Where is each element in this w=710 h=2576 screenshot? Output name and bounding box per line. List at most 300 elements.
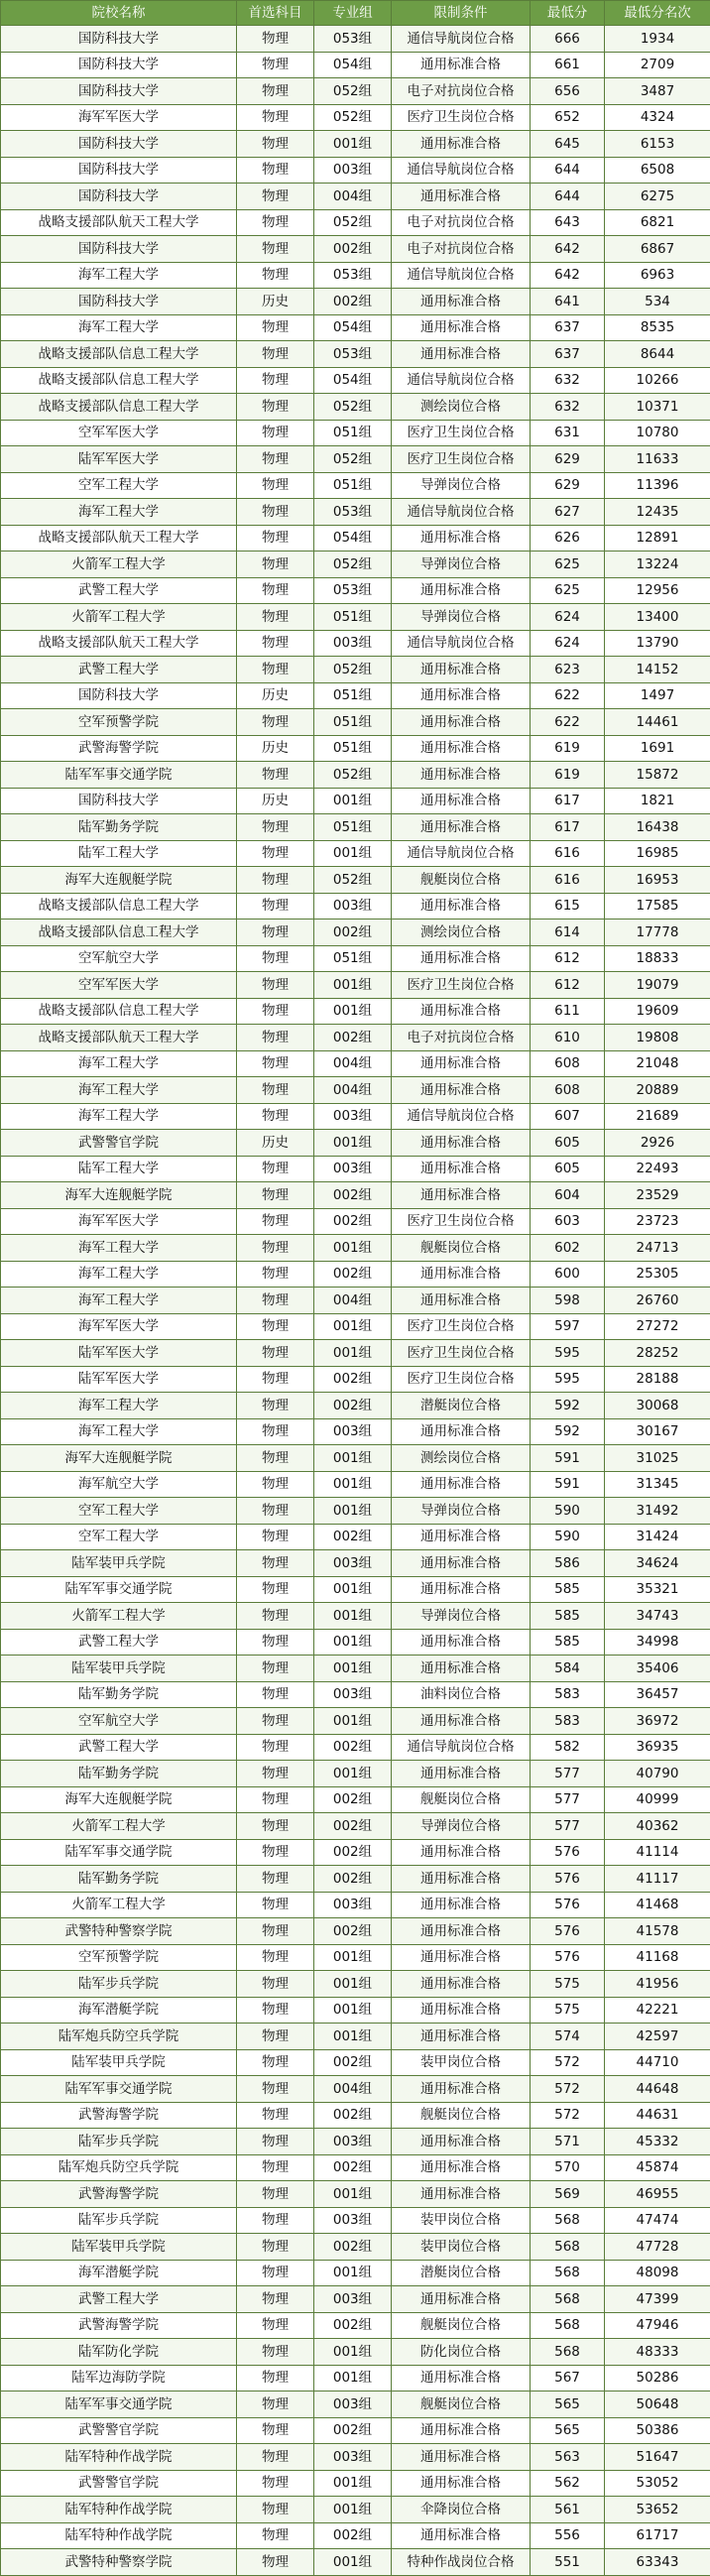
major-group-cell: 001组 xyxy=(314,1340,392,1367)
major-group-cell: 003组 xyxy=(314,2286,392,2313)
major-group-cell: 051组 xyxy=(314,735,392,762)
table-row xyxy=(1,998,710,1025)
min-score-cell: 583 xyxy=(531,1708,605,1735)
school-name-cell: 武警海警学院 xyxy=(1,2312,237,2339)
major-group-cell: 052组 xyxy=(314,209,392,236)
min-score-cell: 568 xyxy=(531,2207,605,2234)
table-row xyxy=(1,788,710,814)
subject-cell: 物理 xyxy=(237,1208,314,1235)
school-name-cell: 战略支援部队信息工程大学 xyxy=(1,998,237,1025)
restriction-cell: 导弹岗位合格 xyxy=(392,552,531,578)
subject-cell: 物理 xyxy=(237,604,314,631)
min-score-cell: 562 xyxy=(531,2470,605,2497)
major-group-cell: 001组 xyxy=(314,1629,392,1656)
subject-cell: 物理 xyxy=(237,1235,314,1262)
subject-cell: 物理 xyxy=(237,1997,314,2024)
table-row xyxy=(1,2339,710,2366)
restriction-cell: 装甲岗位合格 xyxy=(392,2234,531,2261)
major-group-cell: 052组 xyxy=(314,762,392,789)
min-score-cell: 597 xyxy=(531,1313,605,1340)
min-rank-cell: 41168 xyxy=(605,1944,710,1971)
min-rank-cell: 47474 xyxy=(605,2207,710,2234)
min-rank-cell: 48098 xyxy=(605,2260,710,2286)
min-score-cell: 576 xyxy=(531,1918,605,1945)
school-name-cell: 陆军装甲兵学院 xyxy=(1,1656,237,1682)
school-name-cell: 陆军炮兵防空兵学院 xyxy=(1,2154,237,2181)
min-rank-cell: 13400 xyxy=(605,604,710,631)
major-group-cell: 001组 xyxy=(314,1576,392,1603)
school-name-cell: 空军军医大学 xyxy=(1,972,237,999)
min-rank-cell: 8644 xyxy=(605,341,710,368)
restriction-cell: 通用标准合格 xyxy=(392,2470,531,2497)
min-score-cell: 592 xyxy=(531,1393,605,1419)
min-rank-cell: 50648 xyxy=(605,2392,710,2418)
restriction-cell: 通用标准合格 xyxy=(392,525,531,552)
major-group-cell: 002组 xyxy=(314,1393,392,1419)
school-name-cell: 陆军炮兵防空兵学院 xyxy=(1,2024,237,2050)
subject-cell: 物理 xyxy=(237,1393,314,1419)
min-rank-cell: 17778 xyxy=(605,920,710,946)
table-row xyxy=(1,2154,710,2181)
major-group-cell: 001组 xyxy=(314,1498,392,1525)
subject-cell: 物理 xyxy=(237,525,314,552)
major-group-cell: 003组 xyxy=(314,1550,392,1577)
min-score-cell: 642 xyxy=(531,236,605,263)
min-score-cell: 629 xyxy=(531,446,605,473)
restriction-cell: 医疗卫生岗位合格 xyxy=(392,1313,531,1340)
subject-cell: 物理 xyxy=(237,2129,314,2155)
table-row xyxy=(1,1918,710,1945)
min-score-cell: 608 xyxy=(531,1050,605,1077)
subject-cell: 物理 xyxy=(237,2181,314,2208)
subject-cell: 物理 xyxy=(237,420,314,446)
min-rank-cell: 61717 xyxy=(605,2522,710,2549)
min-score-cell: 568 xyxy=(531,2234,605,2261)
subject-cell: 物理 xyxy=(237,52,314,78)
min-rank-cell: 10266 xyxy=(605,367,710,394)
restriction-cell: 特种作战岗位合格 xyxy=(392,2549,531,2576)
restriction-cell: 通用标准合格 xyxy=(392,945,531,972)
min-score-cell: 576 xyxy=(531,1839,605,1866)
school-name-cell: 国防科技大学 xyxy=(1,131,237,158)
subject-cell: 物理 xyxy=(237,972,314,999)
school-name-cell: 海军军医大学 xyxy=(1,104,237,131)
subject-cell: 物理 xyxy=(237,2339,314,2366)
min-rank-cell: 19808 xyxy=(605,1025,710,1051)
min-rank-cell: 16438 xyxy=(605,814,710,841)
table-row xyxy=(1,2049,710,2076)
subject-cell: 物理 xyxy=(237,762,314,789)
restriction-cell: 导弹岗位合格 xyxy=(392,604,531,631)
table-row xyxy=(1,394,710,421)
restriction-cell: 通用标准合格 xyxy=(392,1866,531,1893)
major-group-cell: 001组 xyxy=(314,2181,392,2208)
major-group-cell: 052组 xyxy=(314,867,392,894)
restriction-cell: 通用标准合格 xyxy=(392,814,531,841)
min-score-cell: 603 xyxy=(531,1208,605,1235)
min-rank-cell: 6153 xyxy=(605,131,710,158)
restriction-cell: 通用标准合格 xyxy=(392,2444,531,2471)
table-row xyxy=(1,2470,710,2497)
table-row xyxy=(1,525,710,552)
school-name-cell: 空军工程大学 xyxy=(1,472,237,499)
major-group-cell: 001组 xyxy=(314,1313,392,1340)
restriction-cell: 通用标准合格 xyxy=(392,2076,531,2103)
table-row xyxy=(1,341,710,368)
restriction-cell: 油料岗位合格 xyxy=(392,1681,531,1708)
min-rank-cell: 40999 xyxy=(605,1786,710,1813)
min-score-cell: 572 xyxy=(531,2102,605,2129)
table-row xyxy=(1,2286,710,2313)
subject-cell: 物理 xyxy=(237,1050,314,1077)
school-name-cell: 空军航空大学 xyxy=(1,1708,237,1735)
major-group-cell: 054组 xyxy=(314,314,392,341)
subject-cell: 物理 xyxy=(237,1313,314,1340)
subject-cell: 历史 xyxy=(237,788,314,814)
restriction-cell: 通信导航岗位合格 xyxy=(392,630,531,657)
restriction-cell: 通用标准合格 xyxy=(392,1944,531,1971)
subject-cell: 物理 xyxy=(237,1471,314,1498)
min-rank-cell: 24713 xyxy=(605,1235,710,1262)
school-name-cell: 陆军工程大学 xyxy=(1,1156,237,1182)
table-row xyxy=(1,78,710,105)
school-name-cell: 武警工程大学 xyxy=(1,1734,237,1761)
school-name-cell: 海军军医大学 xyxy=(1,1208,237,1235)
table-row xyxy=(1,1077,710,1104)
school-name-cell: 海军工程大学 xyxy=(1,1393,237,1419)
major-group-cell: 002组 xyxy=(314,1524,392,1550)
table-row xyxy=(1,236,710,263)
min-rank-cell: 6508 xyxy=(605,157,710,184)
major-group-cell: 003组 xyxy=(314,2129,392,2155)
min-rank-cell: 11396 xyxy=(605,472,710,499)
table-row xyxy=(1,2181,710,2208)
min-rank-cell: 47728 xyxy=(605,2234,710,2261)
major-group-cell: 003组 xyxy=(314,1892,392,1918)
table-row xyxy=(1,1313,710,1340)
subject-cell: 物理 xyxy=(237,1708,314,1735)
min-score-cell: 572 xyxy=(531,2049,605,2076)
school-name-cell: 海军工程大学 xyxy=(1,262,237,289)
school-name-cell: 火箭军工程大学 xyxy=(1,1813,237,1840)
table-row xyxy=(1,2444,710,2471)
subject-cell: 物理 xyxy=(237,184,314,210)
major-group-cell: 002组 xyxy=(314,2522,392,2549)
subject-cell: 物理 xyxy=(237,1786,314,1813)
major-group-cell: 003组 xyxy=(314,157,392,184)
table-row xyxy=(1,1892,710,1918)
subject-cell: 物理 xyxy=(237,945,314,972)
major-group-cell: 004组 xyxy=(314,1050,392,1077)
school-name-cell: 陆军工程大学 xyxy=(1,840,237,867)
restriction-cell: 通用标准合格 xyxy=(392,1524,531,1550)
school-name-cell: 海军工程大学 xyxy=(1,1050,237,1077)
table-row xyxy=(1,420,710,446)
restriction-cell: 通用标准合格 xyxy=(392,2365,531,2392)
table-row xyxy=(1,314,710,341)
min-score-cell: 584 xyxy=(531,1656,605,1682)
restriction-cell: 通用标准合格 xyxy=(392,1077,531,1104)
table-row xyxy=(1,2024,710,2050)
min-rank-cell: 42221 xyxy=(605,1997,710,2024)
school-name-cell: 海军工程大学 xyxy=(1,1261,237,1288)
restriction-cell: 通用标准合格 xyxy=(392,1839,531,1866)
restriction-cell: 通用标准合格 xyxy=(392,289,531,315)
min-rank-cell: 25305 xyxy=(605,1261,710,1288)
min-rank-cell: 45332 xyxy=(605,2129,710,2155)
min-score-cell: 615 xyxy=(531,893,605,920)
major-group-cell: 051组 xyxy=(314,472,392,499)
major-group-cell: 052组 xyxy=(314,78,392,105)
school-name-cell: 武警工程大学 xyxy=(1,577,237,604)
restriction-cell: 通用标准合格 xyxy=(392,657,531,683)
restriction-cell: 通用标准合格 xyxy=(392,577,531,604)
subject-cell: 物理 xyxy=(237,2497,314,2523)
min-rank-cell: 50286 xyxy=(605,2365,710,2392)
school-name-cell: 陆军勤务学院 xyxy=(1,814,237,841)
restriction-cell: 通用标准合格 xyxy=(392,1471,531,1498)
subject-cell: 物理 xyxy=(237,131,314,158)
min-rank-cell: 35406 xyxy=(605,1656,710,1682)
table-row xyxy=(1,893,710,920)
school-name-cell: 火箭军工程大学 xyxy=(1,552,237,578)
major-group-cell: 002组 xyxy=(314,1786,392,1813)
table-row xyxy=(1,972,710,999)
major-group-cell: 053组 xyxy=(314,577,392,604)
table-row xyxy=(1,26,710,53)
table-row xyxy=(1,1944,710,1971)
major-group-cell: 051组 xyxy=(314,682,392,709)
school-name-cell: 国防科技大学 xyxy=(1,26,237,53)
min-rank-cell: 34998 xyxy=(605,1629,710,1656)
table-row xyxy=(1,104,710,131)
major-group-cell: 001组 xyxy=(314,1445,392,1472)
school-name-cell: 国防科技大学 xyxy=(1,157,237,184)
school-name-cell: 武警警官学院 xyxy=(1,2470,237,2497)
table-row xyxy=(1,552,710,578)
min-score-cell: 624 xyxy=(531,604,605,631)
restriction-cell: 通用标准合格 xyxy=(392,184,531,210)
major-group-cell: 001组 xyxy=(314,1971,392,1998)
subject-cell: 物理 xyxy=(237,104,314,131)
school-name-cell: 国防科技大学 xyxy=(1,52,237,78)
min-score-cell: 570 xyxy=(531,2154,605,2181)
restriction-cell: 通用标准合格 xyxy=(392,1182,531,1209)
subject-cell: 物理 xyxy=(237,657,314,683)
min-rank-cell: 6963 xyxy=(605,262,710,289)
min-score-cell: 666 xyxy=(531,26,605,53)
min-rank-cell: 35321 xyxy=(605,1576,710,1603)
school-name-cell: 战略支援部队航天工程大学 xyxy=(1,209,237,236)
school-name-cell: 武警工程大学 xyxy=(1,2286,237,2313)
subject-cell: 物理 xyxy=(237,1813,314,1840)
min-rank-cell: 22493 xyxy=(605,1156,710,1182)
subject-cell: 物理 xyxy=(237,472,314,499)
restriction-cell: 通信导航岗位合格 xyxy=(392,157,531,184)
restriction-cell: 导弹岗位合格 xyxy=(392,1813,531,1840)
major-group-cell: 002组 xyxy=(314,2417,392,2444)
school-name-cell: 武警特种警察学院 xyxy=(1,1918,237,1945)
subject-cell: 物理 xyxy=(237,1366,314,1393)
min-rank-cell: 23723 xyxy=(605,1208,710,1235)
school-name-cell: 国防科技大学 xyxy=(1,682,237,709)
restriction-cell: 舰艇岗位合格 xyxy=(392,2102,531,2129)
table-row xyxy=(1,1708,710,1735)
school-name-cell: 陆军军事交通学院 xyxy=(1,1839,237,1866)
major-group-cell: 053组 xyxy=(314,499,392,526)
restriction-cell: 通用标准合格 xyxy=(392,1971,531,1998)
min-rank-cell: 41468 xyxy=(605,1892,710,1918)
min-rank-cell: 14461 xyxy=(605,709,710,736)
table-row xyxy=(1,184,710,210)
min-score-cell: 656 xyxy=(531,78,605,105)
table-row xyxy=(1,682,710,709)
restriction-cell: 通用标准合格 xyxy=(392,1576,531,1603)
school-name-cell: 陆军装甲兵学院 xyxy=(1,1550,237,1577)
table-row xyxy=(1,1103,710,1130)
min-score-cell: 612 xyxy=(531,972,605,999)
subject-cell: 物理 xyxy=(237,998,314,1025)
school-name-cell: 国防科技大学 xyxy=(1,184,237,210)
major-group-cell: 001组 xyxy=(314,788,392,814)
min-score-cell: 563 xyxy=(531,2444,605,2471)
table-row xyxy=(1,1997,710,2024)
major-group-cell: 001组 xyxy=(314,2339,392,2366)
table-row xyxy=(1,1813,710,1840)
table-row xyxy=(1,1418,710,1445)
school-name-cell: 空军工程大学 xyxy=(1,1524,237,1550)
table-row xyxy=(1,1471,710,1498)
min-score-cell: 568 xyxy=(531,2339,605,2366)
table-row xyxy=(1,814,710,841)
school-name-cell: 武警特种警察学院 xyxy=(1,2549,237,2576)
min-rank-cell: 30068 xyxy=(605,1393,710,1419)
major-group-cell: 053组 xyxy=(314,341,392,368)
school-name-cell: 陆军军医大学 xyxy=(1,446,237,473)
restriction-cell: 舰艇岗位合格 xyxy=(392,867,531,894)
subject-cell: 物理 xyxy=(237,2312,314,2339)
min-score-cell: 644 xyxy=(531,184,605,210)
subject-cell: 物理 xyxy=(237,2234,314,2261)
min-score-cell: 624 xyxy=(531,630,605,657)
subject-cell: 物理 xyxy=(237,1156,314,1182)
subject-cell: 物理 xyxy=(237,2154,314,2181)
min-score-cell: 605 xyxy=(531,1130,605,1157)
restriction-cell: 通用标准合格 xyxy=(392,2181,531,2208)
table-body xyxy=(1,26,710,2576)
min-rank-cell: 20889 xyxy=(605,1077,710,1104)
table-row xyxy=(1,446,710,473)
subject-cell: 历史 xyxy=(237,735,314,762)
table-row xyxy=(1,2392,710,2418)
min-score-cell: 561 xyxy=(531,2497,605,2523)
table-row xyxy=(1,2549,710,2576)
min-score-cell: 595 xyxy=(531,1366,605,1393)
major-group-cell: 004组 xyxy=(314,1288,392,1314)
restriction-cell: 通用标准合格 xyxy=(392,788,531,814)
school-name-cell: 火箭军工程大学 xyxy=(1,604,237,631)
table-row xyxy=(1,1025,710,1051)
school-name-cell: 陆军勤务学院 xyxy=(1,1866,237,1893)
major-group-cell: 001组 xyxy=(314,1130,392,1157)
min-score-cell: 610 xyxy=(531,1025,605,1051)
major-group-cell: 052组 xyxy=(314,394,392,421)
school-name-cell: 陆军步兵学院 xyxy=(1,2207,237,2234)
major-group-cell: 052组 xyxy=(314,552,392,578)
major-group-cell: 002组 xyxy=(314,2312,392,2339)
restriction-cell: 通用标准合格 xyxy=(392,1918,531,1945)
school-name-cell: 战略支援部队航天工程大学 xyxy=(1,630,237,657)
min-rank-cell: 63343 xyxy=(605,2549,710,2576)
min-score-cell: 605 xyxy=(531,1156,605,1182)
min-score-cell: 568 xyxy=(531,2260,605,2286)
min-rank-cell: 31492 xyxy=(605,1498,710,1525)
min-score-cell: 590 xyxy=(531,1498,605,1525)
subject-cell: 物理 xyxy=(237,1261,314,1288)
restriction-cell: 医疗卫生岗位合格 xyxy=(392,1340,531,1367)
min-score-cell: 586 xyxy=(531,1550,605,1577)
school-name-cell: 海军工程大学 xyxy=(1,499,237,526)
school-name-cell: 海军工程大学 xyxy=(1,1103,237,1130)
min-score-cell: 595 xyxy=(531,1340,605,1367)
restriction-cell: 通用标准合格 xyxy=(392,1418,531,1445)
table-row xyxy=(1,499,710,526)
school-name-cell: 陆军军事交通学院 xyxy=(1,2392,237,2418)
subject-cell: 物理 xyxy=(237,2392,314,2418)
min-rank-cell: 45874 xyxy=(605,2154,710,2181)
major-group-cell: 002组 xyxy=(314,2049,392,2076)
min-rank-cell: 2709 xyxy=(605,52,710,78)
restriction-cell: 导弹岗位合格 xyxy=(392,1498,531,1525)
restriction-cell: 医疗卫生岗位合格 xyxy=(392,972,531,999)
major-group-cell: 051组 xyxy=(314,814,392,841)
min-rank-cell: 21689 xyxy=(605,1103,710,1130)
restriction-cell: 通用标准合格 xyxy=(392,1997,531,2024)
restriction-cell: 医疗卫生岗位合格 xyxy=(392,1366,531,1393)
min-rank-cell: 14152 xyxy=(605,657,710,683)
min-score-cell: 644 xyxy=(531,157,605,184)
min-rank-cell: 42597 xyxy=(605,2024,710,2050)
subject-cell: 物理 xyxy=(237,1445,314,1472)
subject-cell: 物理 xyxy=(237,2444,314,2471)
min-rank-cell: 36935 xyxy=(605,1734,710,1761)
school-name-cell: 海军航空大学 xyxy=(1,1471,237,1498)
min-score-cell: 612 xyxy=(531,945,605,972)
subject-cell: 物理 xyxy=(237,2417,314,2444)
min-rank-cell: 26760 xyxy=(605,1288,710,1314)
min-score-cell: 627 xyxy=(531,499,605,526)
restriction-cell: 通用标准合格 xyxy=(392,1156,531,1182)
table-row xyxy=(1,1603,710,1630)
subject-cell: 物理 xyxy=(237,341,314,368)
subject-cell: 物理 xyxy=(237,1681,314,1708)
min-rank-cell: 12435 xyxy=(605,499,710,526)
min-score-cell: 577 xyxy=(531,1813,605,1840)
min-score-cell: 631 xyxy=(531,420,605,446)
restriction-cell: 通用标准合格 xyxy=(392,52,531,78)
major-group-cell: 001组 xyxy=(314,998,392,1025)
min-rank-cell: 13224 xyxy=(605,552,710,578)
restriction-cell: 装甲岗位合格 xyxy=(392,2207,531,2234)
major-group-cell: 054组 xyxy=(314,367,392,394)
major-group-cell: 002组 xyxy=(314,289,392,315)
subject-cell: 物理 xyxy=(237,630,314,657)
header-row xyxy=(1,1,710,26)
school-name-cell: 海军潜艇学院 xyxy=(1,2260,237,2286)
school-name-cell: 海军工程大学 xyxy=(1,314,237,341)
table-row xyxy=(1,1182,710,1209)
table-row xyxy=(1,209,710,236)
